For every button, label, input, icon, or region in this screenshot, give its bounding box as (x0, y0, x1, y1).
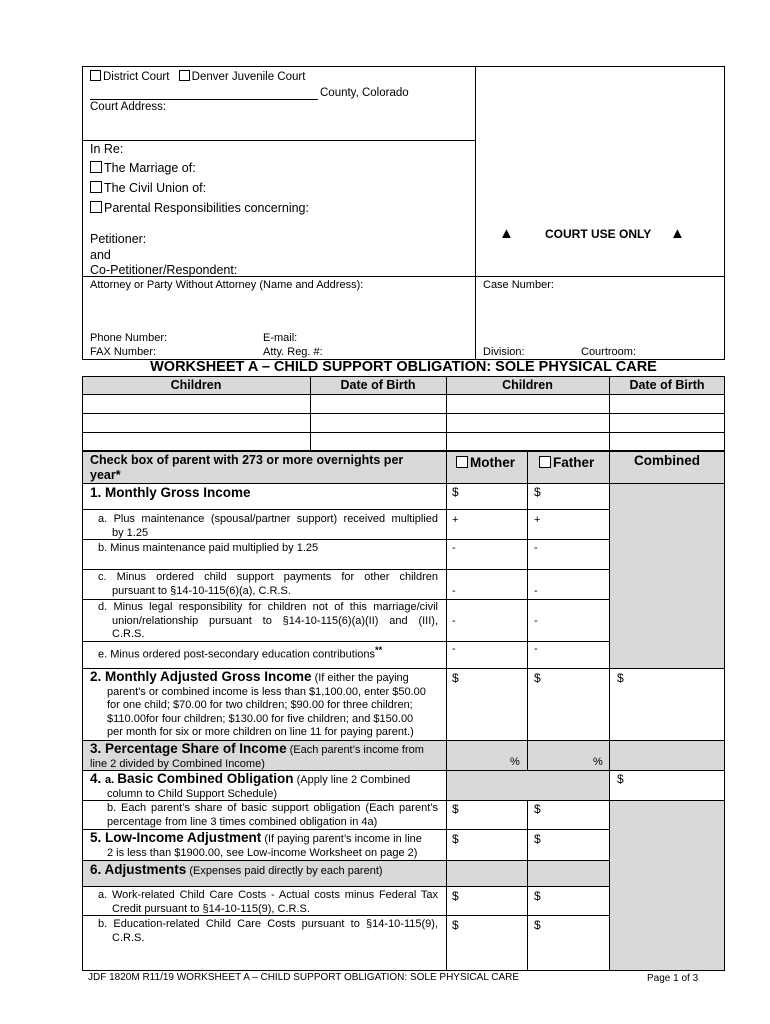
mother-option (456, 455, 515, 470)
county-suffix: County, Colorado (320, 87, 409, 99)
triangle-right-icon: ▲ (670, 225, 685, 242)
phone-label: Phone Number: (90, 332, 168, 344)
attorney-label: Attorney or Party Without Attorney (Name and Address): (90, 279, 364, 291)
fax-label: FAX Number: (90, 346, 157, 358)
civil-union-checkbox[interactable] (90, 181, 102, 193)
line4-label: 4. a. Basic Combined Obligation (Apply line 2 Combined column to Child Support Schedule) (90, 771, 411, 800)
worksheet-title: WORKSHEET A – CHILD SUPPORT OBLIGATION: SOLE PHYSICAL CARE (150, 359, 657, 375)
matter-option-parental (90, 201, 309, 215)
mother-label: Mother (470, 455, 515, 470)
line1e-father-sign[interactable]: - (534, 643, 538, 655)
line2-mother-dollar[interactable]: $ (452, 671, 459, 685)
line1e-mother-sign[interactable]: - (452, 643, 456, 655)
marriage-checkbox[interactable] (90, 161, 102, 173)
line1d-mother-sign[interactable]: - (452, 615, 456, 627)
email-label: E-mail: (263, 332, 298, 344)
court-options (90, 70, 305, 83)
line1c-mother-sign[interactable]: - (452, 585, 456, 597)
petitioner-label: Petitioner: (90, 232, 147, 246)
and-label: and (90, 248, 111, 262)
court-address-label: Court Address: (90, 101, 167, 113)
line1b-father-sign[interactable]: - (534, 542, 538, 554)
dob-header-1: Date of Birth (340, 378, 416, 392)
line1c-father-sign[interactable]: - (534, 585, 538, 597)
footer-page-number: Page 1 of 3 (647, 973, 699, 984)
district-court-label: District Court (103, 71, 170, 83)
case-number-label: Case Number: (483, 279, 554, 291)
combined-header: Combined (634, 453, 700, 468)
matter-option-civil-union (90, 181, 206, 195)
father-checkbox[interactable] (539, 456, 551, 468)
line2-father-dollar[interactable]: $ (534, 671, 541, 685)
line2-label: 2. Monthly Adjusted Gross Income (If either the paying parent's or combined income is less than $1,100.00, enter $50.00 for one child; $70.00 for two children; $90.00 for three children; $110.00for four children; $130.00 for five children; and $150.00 per month for six or more children on line 11 for paying parent.) (90, 669, 426, 738)
line1-father-dollar[interactable]: $ (534, 485, 541, 499)
line3-mother-percent[interactable]: % (510, 756, 520, 768)
line6b-father-dollar[interactable]: $ (534, 918, 541, 932)
father-label: Father (553, 455, 595, 470)
mother-checkbox[interactable] (456, 456, 468, 468)
line1-label: 1. Monthly Gross Income (90, 485, 251, 500)
parental-responsibilities-checkbox[interactable] (90, 201, 102, 213)
triangle-left-icon: ▲ (499, 225, 514, 242)
line1e-label: e. Minus ordered post-secondary education contributions** (98, 645, 383, 661)
line1-mother-dollar[interactable]: $ (452, 485, 459, 499)
line1a-father-sign[interactable]: + (534, 514, 541, 526)
footer-form-id: JDF 1820M R11/19 WORKSHEET A – CHILD SUPPORT OBLIGATION: SOLE PHYSICAL CARE (88, 972, 520, 983)
line3-label: 3. Percentage Share of Income (Each parent’s income from line 2 divided by Combined Income) (90, 741, 424, 770)
atty-reg-label: Atty. Reg. #: (263, 346, 323, 358)
line6a-mother-dollar[interactable]: $ (452, 889, 459, 903)
line1d-label: d. Minus legal responsibility for children not of this marriage/civil union/relationship pursuant to §14-10-115(6)(a)(II) and (III), C.R.S. (98, 601, 438, 640)
court-section-divider (82, 140, 475, 141)
line4b-father-dollar[interactable]: $ (534, 802, 541, 816)
line5-father-dollar[interactable]: $ (534, 832, 541, 846)
line3-father-percent[interactable]: % (593, 756, 603, 768)
line4b-label: b. Each parent’s share of basic support obligation (Each parent’s percentage from line 3 times combined obligation in 4a) (107, 802, 438, 828)
matter-option-marriage (90, 161, 196, 175)
county-name-field[interactable] (90, 99, 318, 100)
line1d-father-sign[interactable]: - (534, 615, 538, 627)
children-header-1: Children (170, 378, 222, 392)
line5-mother-dollar[interactable]: $ (452, 832, 459, 846)
in-re-label: In Re: (90, 142, 124, 156)
respondent-label: Co-Petitioner/Respondent: (90, 263, 238, 277)
line6a-label: a. Work-related Child Care Costs - Actual costs minus Federal Tax Credit pursuant to §14-10-115(9), C.R.S. (98, 889, 438, 915)
overnights-label: Check box of parent with 273 or more overnights per year* (90, 453, 404, 482)
line2-combined-dollar[interactable]: $ (617, 671, 624, 685)
denver-juvenile-court-checkbox[interactable] (179, 70, 190, 81)
parental-responsibilities-label: Parental Responsibilities concerning: (104, 201, 309, 215)
caption-divider (475, 66, 476, 360)
line1a-label: a. Plus maintenance (spousal/partner support) received multiplied by 1.25 (98, 513, 438, 539)
denver-juvenile-court-label: Denver Juvenile Court (191, 71, 306, 83)
line1b-label: b. Minus maintenance paid multiplied by 1.25 (98, 542, 319, 554)
civil-union-label: The Civil Union of: (104, 181, 207, 195)
children-header-2: Children (502, 378, 553, 392)
line1c-label: c. Minus ordered child support payments for other children pursuant to §14-10-115(6)(a), C.R.S. (98, 571, 438, 597)
marriage-label: The Marriage of: (104, 161, 196, 175)
district-court-checkbox[interactable] (90, 70, 101, 81)
court-use-only-label: COURT USE ONLY (545, 227, 652, 241)
line6b-mother-dollar[interactable]: $ (452, 918, 459, 932)
father-option (539, 455, 594, 470)
line4b-mother-dollar[interactable]: $ (452, 802, 459, 816)
line6a-father-dollar[interactable]: $ (534, 889, 541, 903)
line6b-label: b. Education-related Child Care Costs pursuant to §14-10-115(9), C.R.S. (98, 918, 438, 944)
division-label: Division: (483, 346, 525, 358)
line5-label: 5. Low-Income Adjustment (If paying parent’s income in line 2 is less than $1900.00, see Low-income Worksheet on page 2) (90, 830, 422, 859)
line1b-mother-sign[interactable]: - (452, 542, 456, 554)
dob-header-2: Date of Birth (629, 378, 705, 392)
courtroom-label: Courtroom: (581, 346, 637, 358)
line1a-mother-sign[interactable]: + (452, 514, 459, 526)
line4-combined-dollar[interactable]: $ (617, 772, 624, 786)
line6-label: 6. Adjustments (Expenses paid directly by each parent) (90, 862, 383, 877)
